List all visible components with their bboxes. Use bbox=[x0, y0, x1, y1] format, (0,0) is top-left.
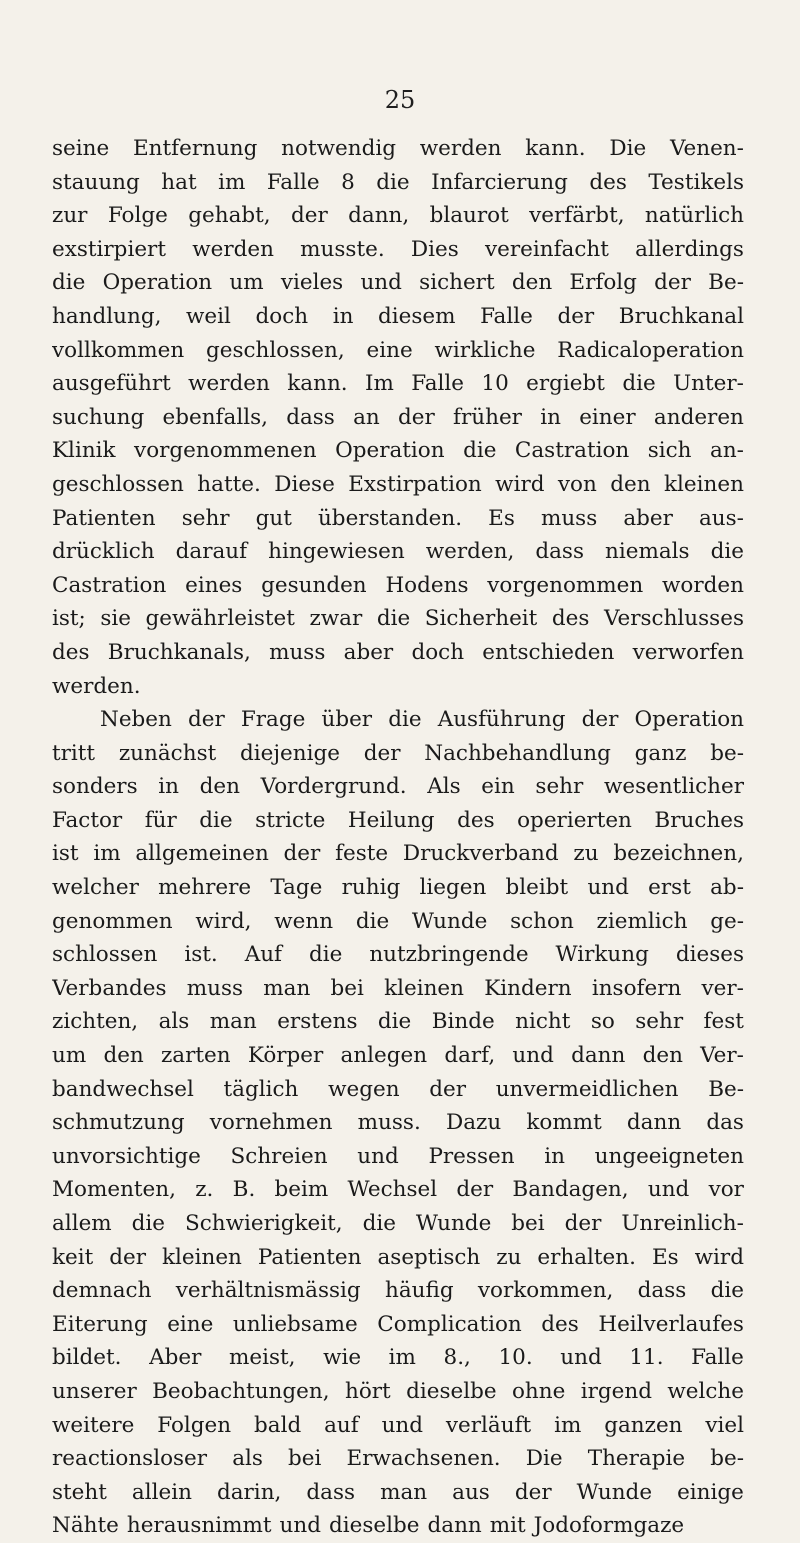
text-line: demnach verhältnismässig häufig vorkommen, dass die bbox=[52, 1278, 744, 1304]
text-line: zichten, als man erstens die Binde nicht so sehr fest bbox=[52, 1009, 744, 1035]
text-line: sonders in den Vordergrund. Als ein sehr wesentlicher bbox=[52, 774, 744, 800]
text-line: drücklich darauf hingewiesen werden, dass niemals die bbox=[52, 539, 744, 565]
text-line: unvorsichtige Schreien und Pressen in ungeeigneten bbox=[52, 1143, 744, 1169]
text-line: weitere Folgen bald auf und verläuft im ganzen viel bbox=[52, 1412, 744, 1438]
text-line: ist; sie gewährleistet zwar die Sicherheit des Verschlusses bbox=[52, 606, 744, 632]
text-line: Eiterung eine unliebsame Complication des Heilverlaufes bbox=[52, 1311, 744, 1337]
text-line: tritt zunächst diejenige der Nachbehandlung ganz be- bbox=[52, 740, 744, 766]
text-line: bildet. Aber meist, wie im 8., 10. und 11. Falle bbox=[52, 1345, 744, 1371]
text-line: vollkommen geschlossen, eine wirkliche Radicaloperation bbox=[52, 337, 744, 363]
text-line: Castration eines gesunden Hodens vorgenommen worden bbox=[52, 572, 744, 598]
text-line: ausgeführt werden kann. Im Falle 10 ergiebt die Unter- bbox=[52, 371, 744, 397]
text-line: werden. bbox=[52, 673, 141, 699]
text-line: reactionsloser als bei Erwachsenen. Die Therapie be- bbox=[52, 1446, 744, 1472]
text-line: exstirpiert werden musste. Dies vereinfacht allerdings bbox=[52, 236, 744, 262]
body-text bbox=[52, 132, 744, 1543]
text-line: keit der kleinen Patienten aseptisch zu erhalten. Es wird bbox=[52, 1244, 744, 1270]
paragraph bbox=[52, 132, 744, 703]
text-line: schmutzung vornehmen muss. Dazu kommt dann das bbox=[52, 1110, 744, 1136]
text-line: des Bruchkanals, muss aber doch entschieden verworfen bbox=[52, 639, 744, 665]
text-line: Verbandes muss man bei kleinen Kindern insofern ver- bbox=[52, 975, 744, 1001]
text-line: allem die Schwierigkeit, die Wunde bei der Unreinlich- bbox=[52, 1211, 744, 1236]
text-line: suchung ebenfalls, dass an der früher in einer anderen bbox=[52, 404, 744, 430]
text-line: handlung, weil doch in diesem Falle der Bruchkanal bbox=[52, 303, 744, 329]
text-line: Factor für die stricte Heilung des operierten Bruches bbox=[52, 807, 744, 833]
text-line: seine Entfernung notwendig werden kann. Die Venen- bbox=[52, 136, 744, 161]
text-line: die Operation um vieles und sichert den Erfolg der Be- bbox=[52, 270, 744, 296]
text-line: zur Folge gehabt, der dann, blaurot verfärbt, natürlich bbox=[52, 203, 744, 229]
text-line: Neben der Frage über die Ausführung der Operation bbox=[100, 707, 744, 733]
text-line: um den zarten Körper anlegen darf, und dann den Ver- bbox=[52, 1043, 744, 1069]
text-line: schlossen ist. Auf die nutzbringende Wirkung dieses bbox=[52, 942, 744, 968]
text-line: Klinik vorgenommenen Operation die Castration sich an- bbox=[52, 438, 744, 464]
text-line: Momenten, z. B. beim Wechsel der Bandagen, und vor bbox=[52, 1177, 744, 1203]
text-line: ist im allgemeinen der feste Druckverband zu bezeichnen, bbox=[52, 841, 744, 867]
text-line: welcher mehrere Tage ruhig liegen bleibt und erst ab- bbox=[52, 875, 744, 901]
text-line: unserer Beobachtungen, hört dieselbe ohne irgend welche bbox=[52, 1378, 744, 1404]
text-line: bandwechsel täglich wegen der unvermeidlichen Be- bbox=[52, 1076, 744, 1102]
text-line: Patienten sehr gut überstanden. Es muss aber aus- bbox=[52, 505, 744, 531]
text-line: geschlossen hatte. Diese Exstirpation wird von den kleinen bbox=[52, 471, 744, 497]
text-line: Nähte herausnimmt und dieselbe dann mit Jodoformgaze bbox=[52, 1513, 685, 1539]
text-line: genommen wird, wenn die Wunde schon ziemlich ge- bbox=[52, 908, 744, 934]
text-line: stauung hat im Falle 8 die Infarcierung des Testikels bbox=[52, 169, 744, 195]
page-number: 25 bbox=[384, 86, 416, 114]
text-line: steht allein darin, dass man aus der Wunde einige bbox=[52, 1479, 744, 1505]
